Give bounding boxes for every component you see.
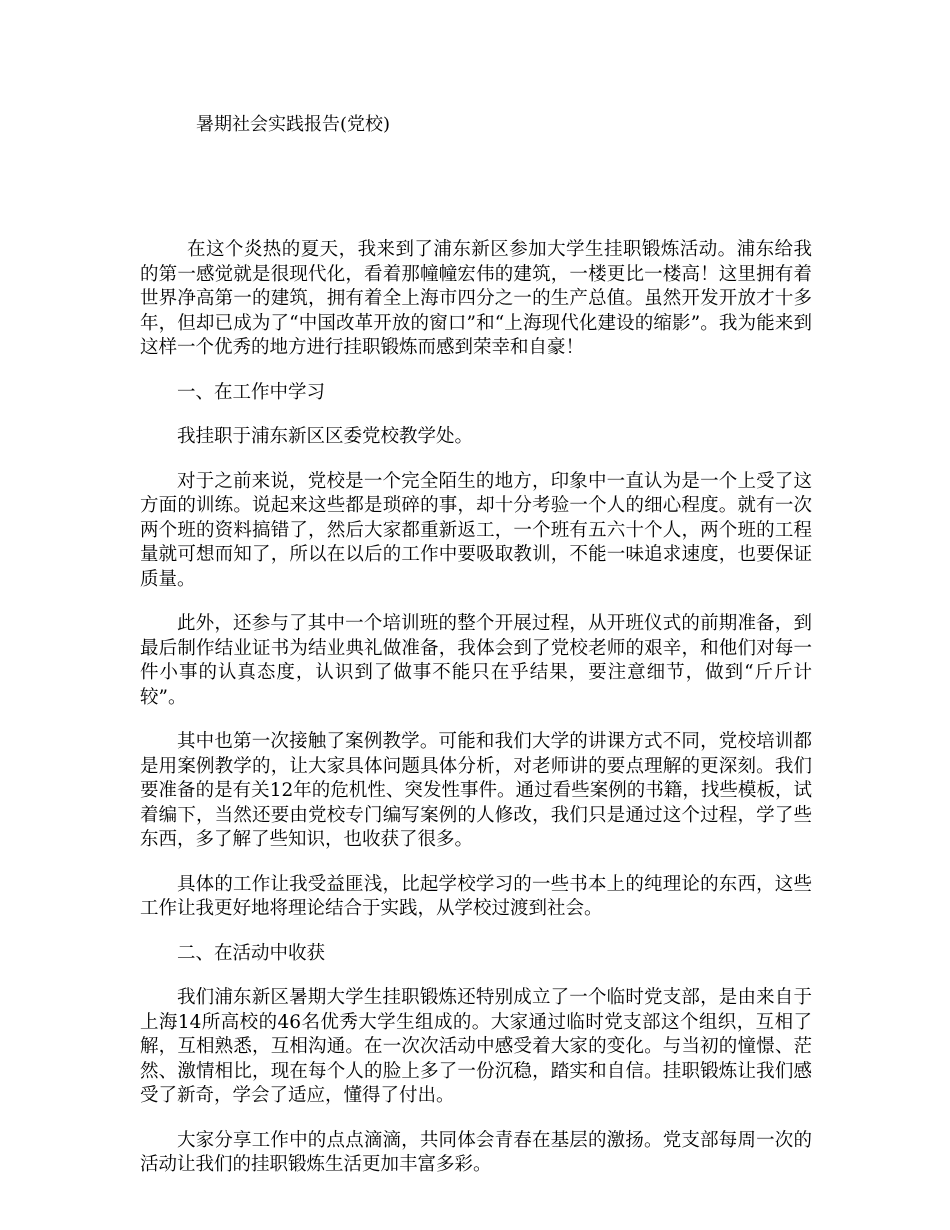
- section-1-paragraph-5: 具体的工作让我受益匪浅，比起学校学习的一些书本上的纯理论的东西，这些工作让我更好地将理论结合于实践，从学校过渡到社会。: [140, 873, 812, 919]
- section-1-paragraph-2: 对于之前来说，党校是一个完全陌生的地方，印象中一直认为是一个上受了这方面的训练。说起来这些都是琐碎的事，却十分考验一个人的细心程度。就有一次两个班的资料搞错了，然后大家都重新返工，一个班有五六十个人，两个班的工程量就可想而知了，所以在以后的工作中要吸取教训，不能一味追求速度，也要保证质量。: [140, 470, 812, 590]
- intro-paragraph: 在这个炎热的夏天，我来到了浦东新区参加大学生挂职锻炼活动。浦东给我的第一感觉就是很现代化，看着那幢幢宏伟的建筑，一楼更比一楼高！这里拥有着世界净高第一的建筑，拥有着全上海市四分之一的生产总值。虽然开发开放才十多年，但却已成为了“中国改革开放的窗口”和“上海现代化建设的缩影”。我为能来到这样一个优秀的地方进行挂职锻炼而感到荣幸和自豪！: [140, 239, 812, 358]
- section-2-paragraph-1: 我们浦东新区暑期大学生挂职锻炼还特别成立了一个临时党支部，是由来自于上海14所高校的46名优秀大学生组成的。大家通过临时党支部这个组织，互相了解，互相熟悉，互相沟通。在一次次活动中感受着大家的变化。与当初的憧憬、茫然、激情相比，现在每个人的脸上多了一份沉稳，踏实和自信。挂职锻炼让我们感受了新奇，学会了适应，懂得了付出。: [140, 987, 812, 1106]
- section-2-paragraph-2: 大家分享工作中的点点滴滴，共同体会青春在基层的激扬。党支部每周一次的活动让我们的挂职锻炼生活更加丰富多彩。: [140, 1129, 812, 1175]
- section-1-paragraph-4: 其中也第一次接触了案例教学。可能和我们大学的讲课方式不同，党校培训都是用案例教学的，让大家具体问题具体分析，对老师讲的要点理解的更深刻。我们要准备的是有关12年的危机性、突发性事件。通过看些案例的书籍，找些模板，试着编下，当然还要由党校专门编写案例的人修改，我们只是通过这个过程，学了些东西，多了解了些知识，也收获了很多。: [140, 731, 812, 850]
- document-body: [140, 238, 812, 1198]
- section-1-paragraph-3: 此外，还参与了其中一个培训班的整个开展过程，从开班仪式的前期准备，到最后制作结业证书为结业典礼做准备，我体会到了党校老师的艰辛，和他们对每一件小事的认真态度，认识到了做事不能只在乎结果，要注意细节，做到“斤斤计较”。: [140, 613, 812, 708]
- section-1-heading: 一、在工作中学习: [177, 381, 326, 403]
- section-2-heading: 二、在活动中收获: [177, 942, 326, 964]
- section-1-paragraph-1: 我挂职于浦东新区区委党校教学处。: [177, 426, 474, 447]
- document-title: 暑期社会实践报告(党校): [196, 114, 391, 135]
